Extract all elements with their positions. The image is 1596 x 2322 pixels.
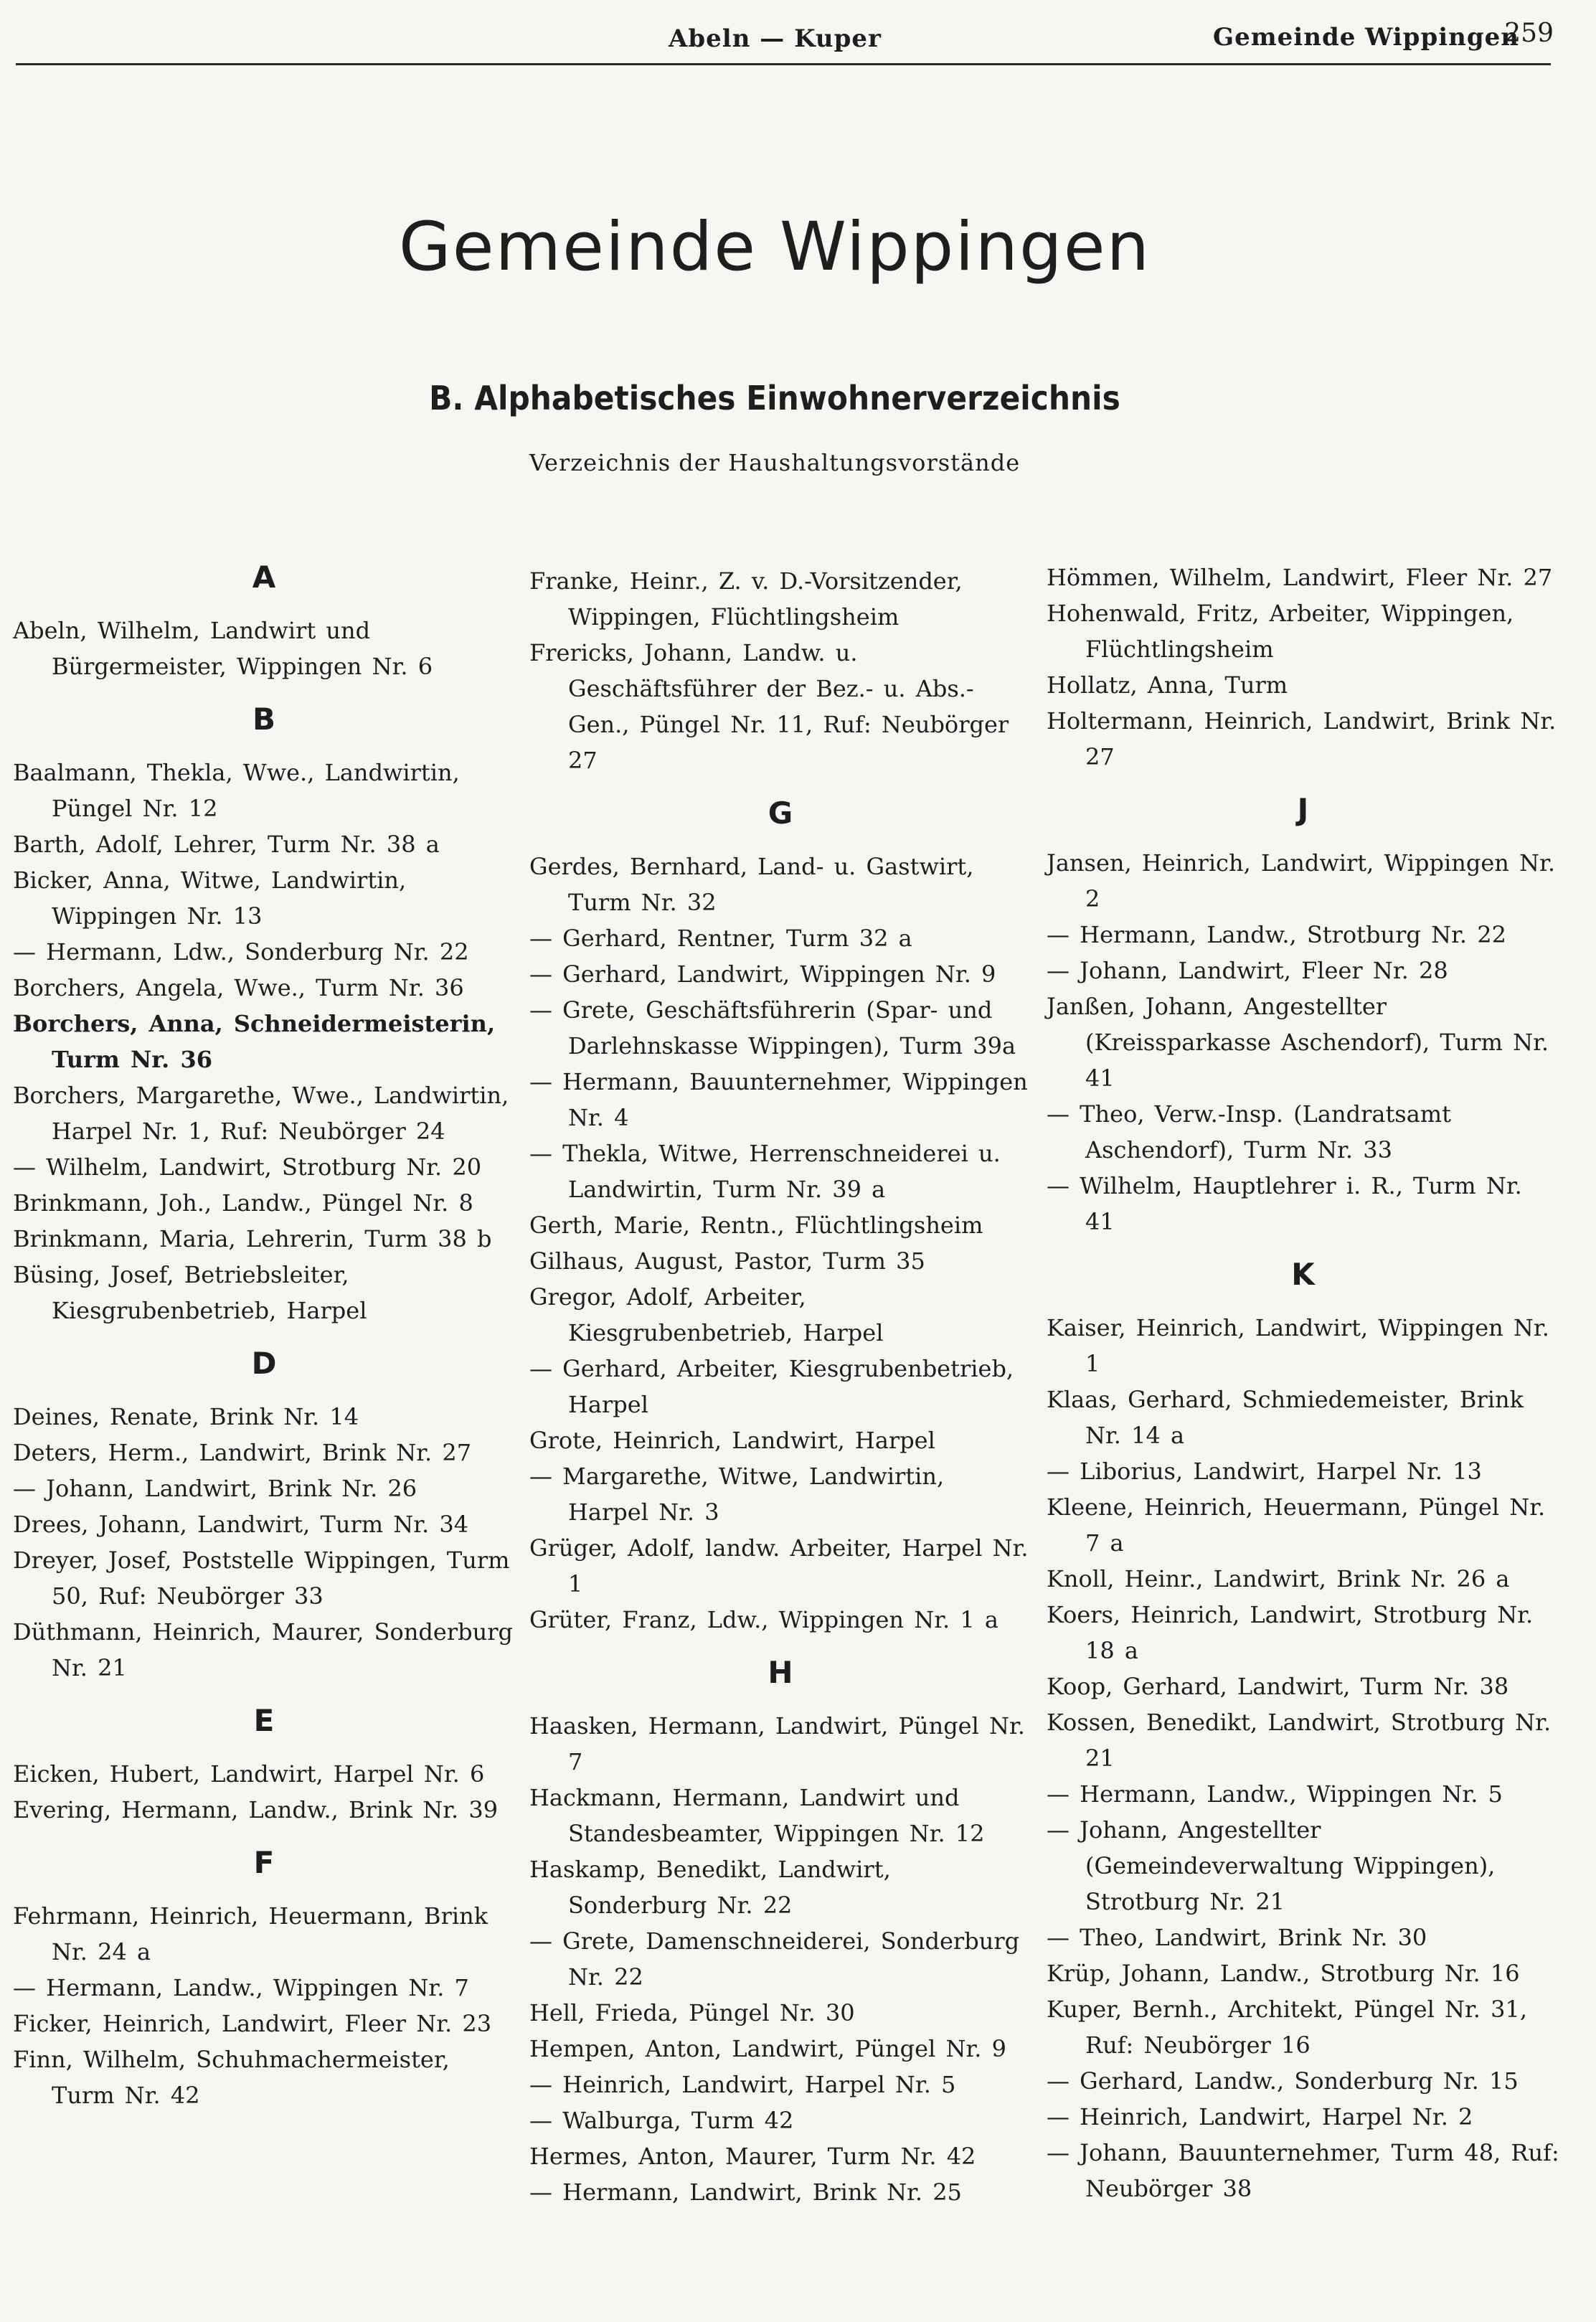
section-letter: K: [1291, 1257, 1315, 1292]
directory-entry: Frericks, Johann, Landw. u. Geschäftsführer der Bez.- u. Abs.-Gen., Püngel Nr. 11, Ruf: Neubörger 27: [529, 639, 1009, 774]
directory-entry: — Heinrich, Landwirt, Harpel Nr. 2: [1047, 2103, 1473, 2130]
directory-column-3: [1047, 560, 1559, 2207]
directory-entry: — Hermann, Ldw., Sonderburg Nr. 22: [13, 938, 469, 966]
directory-column-1: [13, 560, 515, 2113]
directory-entry: Dreyer, Josef, Poststelle Wippingen, Turm 50, Ruf: Neubörger 33: [13, 1547, 510, 1610]
directory-entry: Deines, Renate, Brink Nr. 14: [13, 1403, 359, 1430]
directory-entry: Gilhaus, August, Pastor, Turm 35: [529, 1247, 925, 1275]
directory-entry: — Theo, Landwirt, Brink Nr. 30: [1047, 1924, 1427, 1951]
directory-entry: — Hermann, Landw., Strotburg Nr. 22: [1047, 921, 1506, 948]
directory-entry: Finn, Wilhelm, Schuhmachermeister, Turm Nr. 42: [13, 2046, 450, 2109]
directory-entry: Ficker, Heinrich, Landwirt, Fleer Nr. 23: [13, 2010, 492, 2037]
running-head-municipality: Gemeinde Wippingen: [1213, 23, 1519, 52]
page-number: 259: [1504, 19, 1554, 48]
directory-entry: Hermes, Anton, Maurer, Turm Nr. 42: [529, 2143, 976, 2170]
directory-entry: — Grete, Damenschneiderei, Sonderburg Nr. 22: [529, 1927, 1020, 1991]
running-head-range: Abeln — Kuper: [669, 24, 882, 53]
directory-entry: Borchers, Anna, Schneidermeisterin, Turm Nr. 36: [13, 1010, 496, 1073]
directory-entry: Grüter, Franz, Ldw., Wippingen Nr. 1 a: [529, 1606, 998, 1633]
section-letter: H: [768, 1655, 793, 1690]
directory-entry: Holtermann, Heinrich, Landwirt, Brink Nr. 27: [1047, 707, 1557, 770]
directory-entry: Fehrmann, Heinrich, Heuermann, Brink Nr. 24 a: [13, 1902, 488, 1965]
section-title: B. Alphabetisches Einwohnerverzeichnis: [429, 379, 1120, 417]
directory-entry: — Hermann, Landw., Wippingen Nr. 7: [13, 1974, 469, 2001]
directory-entry: — Hermann, Landw., Wippingen Nr. 5: [1047, 1780, 1503, 1808]
directory-entry: Hohenwald, Fritz, Arbeiter, Wippingen, Flüchtlingsheim: [1047, 600, 1514, 663]
directory-entry: — Walburga, Turm 42: [529, 2107, 794, 2134]
directory-entry: Hollatz, Anna, Turm: [1047, 671, 1288, 699]
directory-entry: Haskamp, Benedikt, Landwirt, Sonderburg Nr. 22: [529, 1856, 891, 1919]
directory-entry: Evering, Hermann, Landw., Brink Nr. 39: [13, 1796, 499, 1823]
directory-entry: Gerth, Marie, Rentn., Flüchtlingsheim: [529, 1212, 983, 1239]
directory-entry: Koop, Gerhard, Landwirt, Turm Nr. 38: [1047, 1673, 1509, 1700]
directory-entry: Klaas, Gerhard, Schmiedemeister, Brink Nr. 14 a: [1047, 1386, 1524, 1449]
directory-entry: Hell, Frieda, Püngel Nr. 30: [529, 1999, 855, 2026]
section-letter: J: [1297, 792, 1309, 827]
section-letter: D: [251, 1346, 277, 1381]
directory-entry: Baalmann, Thekla, Wwe., Landwirtin, Püngel Nr. 12: [13, 759, 460, 822]
directory-entry: — Johann, Bauunternehmer, Turm 48, Ruf: Neubörger 38: [1047, 2139, 1559, 2202]
directory-entry: Brinkmann, Maria, Lehrerin, Turm 38 b: [13, 1225, 492, 1252]
directory-entry: Brinkmann, Joh., Landw., Püngel Nr. 8: [13, 1189, 473, 1217]
directory-entry: Barth, Adolf, Lehrer, Turm Nr. 38 a: [13, 831, 440, 858]
directory-entry: Grüger, Adolf, landw. Arbeiter, Harpel Nr. 1: [529, 1534, 1029, 1597]
directory-entry: — Hermann, Landwirt, Brink Nr. 25: [529, 2179, 962, 2206]
directory-entry: — Gerhard, Landwirt, Wippingen Nr. 9: [529, 961, 996, 988]
directory-entry: — Johann, Landwirt, Fleer Nr. 28: [1047, 957, 1448, 984]
directory-entry: Borchers, Margarethe, Wwe., Landwirtin, Harpel Nr. 1, Ruf: Neubörger 24: [13, 1082, 509, 1145]
directory-entry: — Wilhelm, Hauptlehrer i. R., Turm Nr. 41: [1047, 1172, 1522, 1235]
section-letter: F: [253, 1845, 275, 1880]
directory-entry: — Margarethe, Witwe, Landwirtin, Harpel Nr. 3: [529, 1463, 945, 1526]
running-head: [16, 19, 1554, 65]
directory-entry: — Hermann, Bauunternehmer, Wippingen Nr. 4: [529, 1068, 1028, 1131]
section-letter: B: [252, 702, 275, 737]
directory-entry: Hempen, Anton, Landwirt, Püngel Nr. 9: [529, 2035, 1006, 2062]
directory-column-2: [529, 563, 1031, 2210]
directory-entry: — Johann, Angestellter (Gemeindeverwaltung Wippingen), Strotburg Nr. 21: [1047, 1816, 1496, 1915]
directory-entry: Koers, Heinrich, Landwirt, Strotburg Nr. 18 a: [1047, 1601, 1534, 1664]
directory-entry: Büsing, Josef, Betriebsleiter, Kiesgrubenbetrieb, Harpel: [13, 1261, 367, 1324]
directory-entry: Kossen, Benedikt, Landwirt, Strotburg Nr. 21: [1047, 1709, 1552, 1772]
directory-entry: Krüp, Johann, Landw., Strotburg Nr. 16: [1047, 1960, 1520, 1987]
directory-entry: — Heinrich, Landwirt, Harpel Nr. 5: [529, 2071, 956, 2098]
directory-entry: Borchers, Angela, Wwe., Turm Nr. 36: [13, 974, 464, 1001]
directory-entry: Franke, Heinr., Z. v. D.-Vorsitzender, Wippingen, Flüchtlingsheim: [529, 567, 963, 631]
directory-entry: Kuper, Bernh., Architekt, Püngel Nr. 31, Ruf: Neubörger 16: [1047, 1996, 1527, 2059]
directory-entry: Grote, Heinrich, Landwirt, Harpel: [529, 1427, 935, 1454]
directory-entry: — Gerhard, Landw., Sonderburg Nr. 15: [1047, 2067, 1519, 2095]
directory-entry: Haasken, Hermann, Landwirt, Püngel Nr. 7: [529, 1712, 1025, 1775]
page-title: Gemeinde Wippingen: [398, 208, 1151, 286]
directory-entry: Jansen, Heinrich, Landwirt, Wippingen Nr. 2: [1047, 849, 1555, 912]
section-subnote: Verzeichnis der Haushaltungsvorstände: [529, 449, 1021, 476]
directory-entry: Knoll, Heinr., Landwirt, Brink Nr. 26 a: [1047, 1565, 1510, 1592]
directory-entry: Hömmen, Wilhelm, Landwirt, Fleer Nr. 27: [1047, 564, 1553, 591]
section-letter: G: [768, 796, 793, 831]
directory-entry: Bicker, Anna, Witwe, Landwirtin, Wippingen Nr. 13: [13, 867, 407, 930]
directory-entry: — Grete, Geschäftsführerin (Spar- und Darlehnskasse Wippingen), Turm 39a: [529, 996, 1016, 1059]
directory-entry: Eicken, Hubert, Landwirt, Harpel Nr. 6: [13, 1760, 485, 1788]
directory-entry: — Gerhard, Arbeiter, Kiesgrubenbetrieb, Harpel: [529, 1355, 1014, 1418]
directory-entry: Janßen, Johann, Angestellter (Kreissparkasse Aschendorf), Turm Nr. 41: [1047, 993, 1549, 1092]
directory-entry: Kleene, Heinrich, Heuermann, Püngel Nr. 7 a: [1047, 1493, 1546, 1557]
directory-entry: Hackmann, Hermann, Landwirt und Standesbeamter, Wippingen Nr. 12: [529, 1784, 985, 1847]
directory-entry: Gerdes, Bernhard, Land- u. Gastwirt, Turm Nr. 32: [529, 853, 974, 916]
directory-entry: Deters, Herm., Landwirt, Brink Nr. 27: [13, 1439, 472, 1466]
directory-entry: — Gerhard, Rentner, Turm 32 a: [529, 925, 912, 952]
directory-entry: — Theo, Verw.-Insp. (Landratsamt Aschendorf), Turm Nr. 33: [1047, 1100, 1451, 1164]
directory-entry: — Johann, Landwirt, Brink Nr. 26: [13, 1475, 417, 1502]
directory-entry: Drees, Johann, Landwirt, Turm Nr. 34: [13, 1511, 469, 1538]
directory-entry: Abeln, Wilhelm, Landwirt und Bürgermeister, Wippingen Nr. 6: [13, 617, 433, 680]
section-letter: A: [252, 560, 276, 595]
directory-entry: Gregor, Adolf, Arbeiter, Kiesgrubenbetrieb, Harpel: [529, 1283, 884, 1346]
directory-entry: — Liborius, Landwirt, Harpel Nr. 13: [1047, 1458, 1482, 1485]
section-letter: E: [253, 1703, 275, 1738]
directory-entry: — Wilhelm, Landwirt, Strotburg Nr. 20: [13, 1153, 482, 1181]
directory-entry: Kaiser, Heinrich, Landwirt, Wippingen Nr. 1: [1047, 1314, 1549, 1377]
directory-entry: — Thekla, Witwe, Herrenschneiderei u. Landwirtin, Turm Nr. 39 a: [529, 1140, 1001, 1203]
directory-entry: Düthmann, Heinrich, Maurer, Sonderburg Nr. 21: [13, 1618, 514, 1681]
